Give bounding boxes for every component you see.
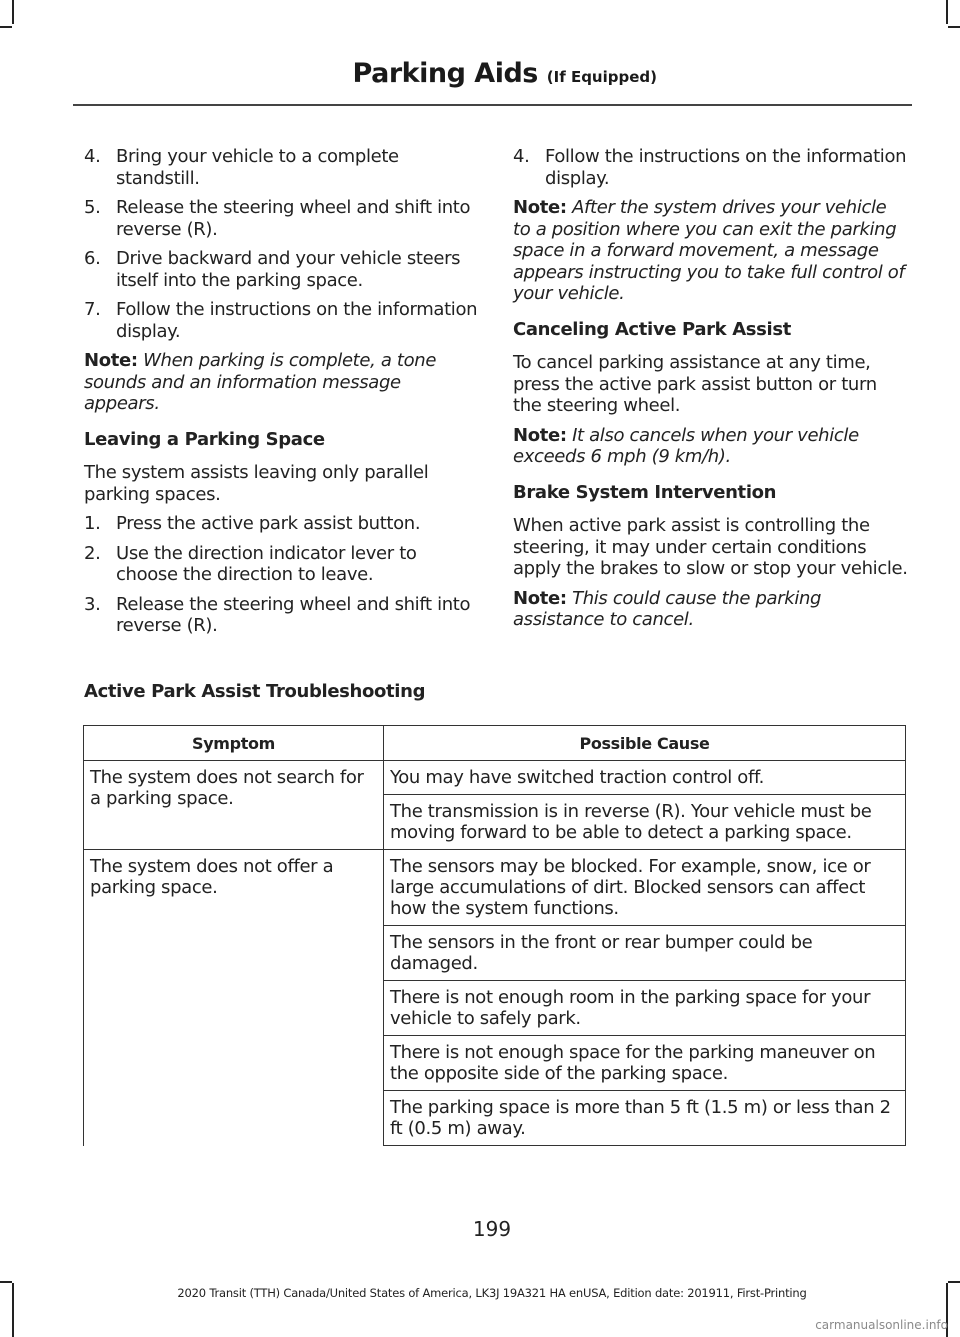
cause-cell: There is not enough room in the parking space for your vehicle to safely park. [384,981,906,1036]
note-label: Note: [84,350,138,371]
list-item [84,197,479,240]
crop-mark [12,0,14,24]
section-heading: Leaving a Parking Space [84,428,325,450]
list-item [84,594,479,637]
table-row [84,761,906,795]
step-text: Follow the instructions on the information display. [545,146,907,189]
note-label: Note: [513,197,567,218]
cause-cell: The sensors in the front or rear bumper could be damaged. [384,926,906,981]
section-subtitle: (If Equipped) [546,68,657,86]
step-text: Use the direction indicator lever to choose the direction to leave. [116,542,417,585]
list-item [84,543,479,586]
step-number: 7. [84,299,101,320]
crop-mark [946,0,948,24]
list-item [513,146,908,189]
step-number: 4. [84,146,101,167]
symptom-cell: The system does not search for a parking space. [84,761,384,850]
note [513,588,908,631]
cause-cell: There is not enough space for the parking maneuver on the opposite side of the parking space. [384,1036,906,1091]
list-item [84,146,479,189]
note-label: Note: [513,424,567,446]
note-text: This could cause the parking assistance to cancel. [513,587,822,630]
section-title: Parking Aids [352,58,538,89]
left-column [84,146,479,645]
step-text: Press the active park assist button. [116,513,421,534]
column-header-symptom: Symptom [84,726,384,761]
note [84,350,479,415]
step-text: Bring your vehicle to a complete standstill. [116,146,399,189]
step-number: 4. [513,146,530,167]
cause-cell: The parking space is more than 5 ft (1.5 m) or less than 2 ft (0.5 m) away. [384,1091,906,1146]
list-item [84,248,479,291]
page-title [353,58,657,89]
step-number: 1. [84,513,101,534]
note-label: Note: [513,587,567,609]
note-text: After the system drives your vehicle to a position where you can exit the parking space in a forward movement, a message appears instructing you to take full control of your vehicle. [513,197,905,304]
paragraph: The system assists leaving only parallel parking spaces. [84,462,429,505]
column-header-cause: Possible Cause [384,726,906,761]
step-number: 6. [84,248,101,269]
step-text: Release the steering wheel and shift into reverse (R). [116,197,471,240]
table-heading: Active Park Assist Troubleshooting [84,681,426,702]
footer-text: 2020 Transit (TTH) Canada/United States of America, LK3J 19A321 HA enUSA, Edition date: 201911, First-Printing [177,1286,807,1300]
troubleshooting-table [83,725,906,1146]
note [513,197,908,305]
step-number: 3. [84,593,101,615]
paragraph: When active park assist is controlling the steering, it may under certain conditions apply the brakes to slow or stop your vehicle. [513,515,908,579]
paragraph: To cancel parking assistance at any time, press the active park assist button or turn the steering wheel. [513,352,877,416]
page-number: 199 [472,1217,512,1241]
cause-cell: You may have switched traction control off. [384,761,906,795]
crop-mark [0,26,12,28]
table-row [84,850,906,926]
crop-mark [0,1281,12,1283]
watermark: carmanualsonline.info [815,1318,948,1332]
crop-mark [948,1281,960,1283]
section-heading: Brake System Intervention [513,481,777,503]
list-item [84,299,479,342]
note-text: When parking is complete, a tone sounds and an information message appears. [84,350,437,414]
cause-cell: The transmission is in reverse (R). Your vehicle must be moving forward to be able to detect a parking space. [384,795,906,850]
note-text: It also cancels when your vehicle exceeds 6 mph (9 km/h). [513,424,859,467]
cause-cell: The sensors may be blocked. For example, snow, ice or large accumulations of dirt. Blocked sensors can affect how the system functions. [384,850,906,926]
step-text: Release the steering wheel and shift into reverse (R). [116,593,471,636]
crop-mark [948,26,960,28]
table-header-row [84,726,906,761]
step-text: Drive backward and your vehicle steers itself into the parking space. [116,248,461,291]
list-item [84,513,479,535]
note [513,425,908,468]
right-column [513,146,908,645]
step-number: 5. [84,197,101,218]
symptom-cell: The system does not offer a parking space. [84,850,384,1146]
header-divider [73,104,912,106]
step-number: 2. [84,542,101,564]
section-heading: Canceling Active Park Assist [513,318,791,340]
step-text: Follow the instructions on the information display. [116,299,478,342]
